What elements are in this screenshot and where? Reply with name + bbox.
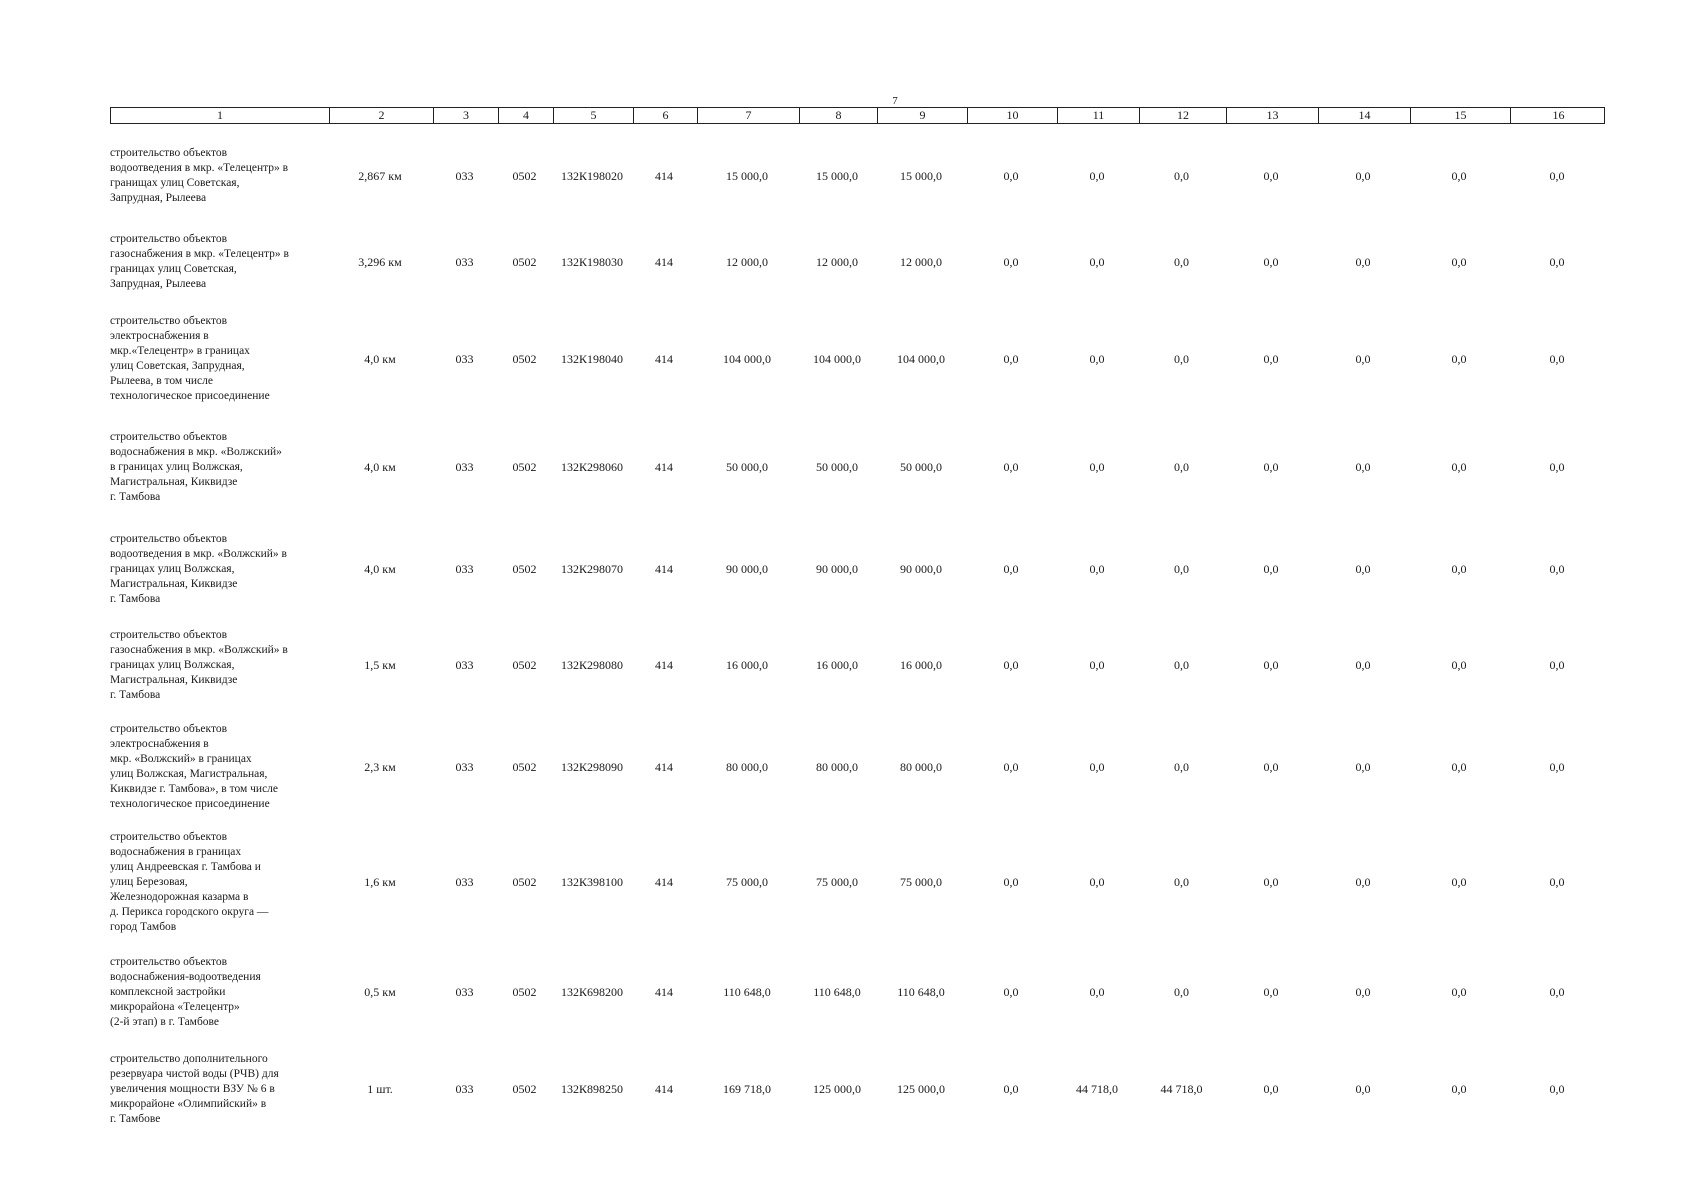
row-cell-col-8: 15 000,0 xyxy=(816,168,858,183)
header-col-12: 12 xyxy=(1139,108,1226,123)
row-cell-col-13: 0,0 xyxy=(1263,168,1279,183)
row-cell-col-11: 0,0 xyxy=(1089,759,1105,774)
row-cell-col-4: 0502 xyxy=(512,657,537,672)
row-cell-col-7: 75 000,0 xyxy=(726,874,768,889)
row-cell-col-2: 4,0 км xyxy=(364,351,396,366)
row-cell-col-9: 15 000,0 xyxy=(900,168,942,183)
row-description: строительство объектов водоснабжения в границах улиц Андреевская г. Тамбова и улиц Березовая, Железнодорожная казарма в д. Перикса городского округа — город Тамбов xyxy=(110,830,269,933)
row-cell-col-8: 110 648,0 xyxy=(813,984,861,999)
header-col-10: 10 xyxy=(967,108,1057,123)
row-cell-col-16: 0,0 xyxy=(1549,168,1565,183)
row-cell-col-13: 0,0 xyxy=(1263,984,1279,999)
row-cell-col-9: 104 000,0 xyxy=(897,351,945,366)
row-cell-col-15: 0,0 xyxy=(1451,657,1467,672)
row-cell-col-6: 414 xyxy=(655,459,673,474)
row-description: строительство объектов электроснабжения в мкр. «Волжский» в границах улиц Волжская, Магистральная, Киквидзе г. Тамбова», в том числе технологическое присоединение xyxy=(110,723,279,810)
row-cell-col-6: 414 xyxy=(655,254,673,269)
row-description: строительство дополнительного резервуара чистой воды (РЧВ) для увеличения мощности ВЗУ № 6 в микрорайоне «Олимпийский» в г. Тамбове xyxy=(110,1052,279,1125)
header-col-4: 4 xyxy=(498,108,553,123)
row-cell-col-6: 414 xyxy=(655,657,673,672)
row-cell-col-13: 0,0 xyxy=(1263,254,1279,269)
row-cell-col-3: 033 xyxy=(455,1081,474,1096)
row-cell-col-14: 0,0 xyxy=(1355,351,1371,366)
table-row xyxy=(110,713,1605,821)
row-cell-col-5: 132К198030 xyxy=(560,254,623,269)
row-description: строительство объектов водоснабжения в мкр. «Волжский» в границах улиц Волжская, Магистральная, Киквидзе г. Тамбова xyxy=(110,430,282,503)
row-cell-col-11: 0,0 xyxy=(1089,874,1105,889)
header-col-9: 9 xyxy=(877,108,967,123)
row-cell-col-12: 0,0 xyxy=(1174,759,1189,774)
header-col-2: 2 xyxy=(329,108,433,123)
header-col-13: 13 xyxy=(1226,108,1318,123)
row-cell-col-11: 0,0 xyxy=(1089,168,1105,183)
row-cell-col-13: 0,0 xyxy=(1263,351,1279,366)
row-cell-col-3: 033 xyxy=(455,459,474,474)
header-col-8: 8 xyxy=(799,108,877,123)
row-cell-col-3: 033 xyxy=(455,657,474,672)
row-cell-col-15: 0,0 xyxy=(1451,759,1467,774)
row-cell-col-7: 169 718,0 xyxy=(723,1081,771,1096)
row-cell-col-16: 0,0 xyxy=(1549,1081,1565,1096)
header-col-5: 5 xyxy=(553,108,633,123)
row-cell-col-10: 0,0 xyxy=(1003,168,1019,183)
row-cell-col-5: 132К298090 xyxy=(560,759,623,774)
row-description: строительство объектов электроснабжения в мкр.«Телецентр» в границах улиц Советская, Запрудная, Рылеева, в том числе технологическое присоединение xyxy=(110,315,270,402)
header-col-14: 14 xyxy=(1318,108,1410,123)
row-cell-col-13: 0,0 xyxy=(1263,459,1279,474)
row-cell-col-9: 50 000,0 xyxy=(900,459,942,474)
row-cell-col-15: 0,0 xyxy=(1451,1081,1467,1096)
row-cell-col-10: 0,0 xyxy=(1003,657,1019,672)
row-cell-col-5: 132К198020 xyxy=(560,168,623,183)
row-cell-col-15: 0,0 xyxy=(1451,561,1467,576)
row-cell-col-8: 75 000,0 xyxy=(816,874,858,889)
row-cell-col-4: 0502 xyxy=(512,254,537,269)
row-cell-col-11: 0,0 xyxy=(1089,561,1105,576)
row-cell-col-4: 0502 xyxy=(512,351,537,366)
row-cell-col-14: 0,0 xyxy=(1355,984,1371,999)
header-col-3: 3 xyxy=(433,108,498,123)
row-description: строительство объектов газоснабжения в мкр. «Телецентр» в границах улиц Советская, Запрудная, Рылеева xyxy=(110,233,289,290)
row-cell-col-7: 104 000,0 xyxy=(723,351,771,366)
row-cell-col-5: 132К698200 xyxy=(560,984,623,999)
row-cell-col-13: 0,0 xyxy=(1263,759,1279,774)
row-cell-col-16: 0,0 xyxy=(1549,351,1565,366)
row-cell-col-12: 0,0 xyxy=(1174,351,1189,366)
row-cell-col-8: 16 000,0 xyxy=(816,657,858,672)
row-cell-col-5: 132К898250 xyxy=(560,1081,623,1096)
row-cell-col-9: 125 000,0 xyxy=(897,1081,945,1096)
row-cell-col-15: 0,0 xyxy=(1451,984,1467,999)
row-cell-col-7: 80 000,0 xyxy=(726,759,768,774)
row-cell-col-15: 0,0 xyxy=(1451,874,1467,889)
row-cell-col-7: 16 000,0 xyxy=(726,657,768,672)
row-cell-col-3: 033 xyxy=(455,254,474,269)
row-cell-col-14: 0,0 xyxy=(1355,561,1371,576)
header-col-15: 15 xyxy=(1410,108,1510,123)
row-cell-col-16: 0,0 xyxy=(1549,657,1565,672)
row-cell-col-2: 0,5 км xyxy=(364,984,396,999)
row-cell-col-12: 44 718,0 xyxy=(1160,1081,1203,1096)
row-cell-col-12: 0,0 xyxy=(1174,168,1189,183)
header-col-16: 16 xyxy=(1510,108,1606,123)
page-number: 7 xyxy=(892,95,898,107)
table-row xyxy=(110,943,1605,1041)
row-cell-col-13: 0,0 xyxy=(1263,657,1279,672)
row-cell-col-4: 0502 xyxy=(512,1081,537,1096)
row-cell-col-8: 90 000,0 xyxy=(816,561,858,576)
row-cell-col-5: 132К398100 xyxy=(560,874,623,889)
row-cell-col-3: 033 xyxy=(455,984,474,999)
row-cell-col-12: 0,0 xyxy=(1174,984,1189,999)
row-description: строительство объектов водоотведения в мкр. «Волжский» в границах улиц Волжская, Магистральная, Киквидзе г. Тамбова xyxy=(110,532,287,605)
row-cell-col-9: 90 000,0 xyxy=(900,561,942,576)
row-cell-col-4: 0502 xyxy=(512,168,537,183)
header-col-7: 7 xyxy=(697,108,799,123)
row-cell-col-11: 0,0 xyxy=(1089,254,1105,269)
row-cell-col-10: 0,0 xyxy=(1003,759,1019,774)
row-cell-col-6: 414 xyxy=(655,168,673,183)
row-cell-col-2: 2,3 км xyxy=(364,759,396,774)
row-cell-col-6: 414 xyxy=(655,984,673,999)
row-cell-col-15: 0,0 xyxy=(1451,254,1467,269)
row-cell-col-9: 75 000,0 xyxy=(900,874,942,889)
row-cell-col-9: 16 000,0 xyxy=(900,657,942,672)
row-cell-col-11: 0,0 xyxy=(1089,351,1105,366)
row-cell-col-14: 0,0 xyxy=(1355,759,1371,774)
row-cell-col-13: 0,0 xyxy=(1263,561,1279,576)
row-cell-col-2: 1,6 км xyxy=(364,874,396,889)
row-cell-col-4: 0502 xyxy=(512,561,537,576)
row-cell-col-2: 1 шт. xyxy=(367,1081,393,1096)
row-cell-col-16: 0,0 xyxy=(1549,984,1565,999)
row-cell-col-10: 0,0 xyxy=(1003,351,1019,366)
row-cell-col-12: 0,0 xyxy=(1174,561,1189,576)
row-cell-col-16: 0,0 xyxy=(1549,561,1565,576)
row-cell-col-10: 0,0 xyxy=(1003,561,1019,576)
row-cell-col-10: 0,0 xyxy=(1003,874,1019,889)
row-cell-col-10: 0,0 xyxy=(1003,1081,1019,1096)
header-col-6: 6 xyxy=(633,108,697,123)
row-cell-col-5: 132К298080 xyxy=(560,657,623,672)
row-cell-col-15: 0,0 xyxy=(1451,459,1467,474)
row-cell-col-8: 12 000,0 xyxy=(816,254,858,269)
row-cell-col-8: 104 000,0 xyxy=(813,351,861,366)
row-cell-col-9: 110 648,0 xyxy=(897,984,945,999)
table-row xyxy=(110,219,1605,305)
row-cell-col-14: 0,0 xyxy=(1355,657,1371,672)
row-cell-col-12: 0,0 xyxy=(1174,874,1189,889)
row-description: строительство объектов газоснабжения в мкр. «Волжский» в границах улиц Волжская, Магистральная, Киквидзе г. Тамбова xyxy=(110,628,288,701)
table-body xyxy=(110,133,1605,1137)
row-cell-col-10: 0,0 xyxy=(1003,459,1019,474)
row-cell-col-5: 132К298070 xyxy=(560,561,623,576)
table-row xyxy=(110,413,1605,521)
row-cell-col-2: 2,867 км xyxy=(358,168,402,183)
row-cell-col-16: 0,0 xyxy=(1549,874,1565,889)
row-cell-col-2: 4,0 км xyxy=(364,459,396,474)
header-col-1: 1 xyxy=(217,108,223,122)
row-cell-col-15: 0,0 xyxy=(1451,168,1467,183)
row-cell-col-7: 12 000,0 xyxy=(726,254,768,269)
row-cell-col-9: 12 000,0 xyxy=(900,254,942,269)
row-cell-col-14: 0,0 xyxy=(1355,874,1371,889)
row-cell-col-16: 0,0 xyxy=(1549,254,1565,269)
table-row xyxy=(110,821,1605,943)
row-cell-col-12: 0,0 xyxy=(1174,657,1189,672)
row-description: строительство объектов водоотведения в мкр. «Телецентр» в гранищах улиц Советская, Запрудная, Рылеева xyxy=(110,147,289,204)
row-description: строительство объектов водоснабжения-водоотведения комплексной застройки микрорайона «Телецентр» (2-й этап) в г. Тамбове xyxy=(110,955,261,1028)
row-cell-col-6: 414 xyxy=(655,1081,673,1096)
column-number-header xyxy=(110,107,1605,124)
row-cell-col-8: 50 000,0 xyxy=(816,459,858,474)
row-cell-col-4: 0502 xyxy=(512,759,537,774)
row-cell-col-11: 0,0 xyxy=(1089,657,1105,672)
row-cell-col-16: 0,0 xyxy=(1549,459,1565,474)
row-cell-col-7: 50 000,0 xyxy=(726,459,768,474)
row-cell-col-10: 0,0 xyxy=(1003,984,1019,999)
row-cell-col-8: 80 000,0 xyxy=(816,759,858,774)
row-cell-col-5: 132К298060 xyxy=(560,459,623,474)
table-row xyxy=(110,305,1605,413)
row-cell-col-14: 0,0 xyxy=(1355,459,1371,474)
row-cell-col-3: 033 xyxy=(455,759,474,774)
row-cell-col-7: 15 000,0 xyxy=(726,168,768,183)
row-cell-col-3: 033 xyxy=(455,874,474,889)
header-col-11: 11 xyxy=(1057,108,1139,123)
table-row xyxy=(110,521,1605,617)
row-cell-col-6: 414 xyxy=(655,874,673,889)
row-cell-col-12: 0,0 xyxy=(1174,459,1189,474)
row-cell-col-13: 0,0 xyxy=(1263,874,1279,889)
row-cell-col-7: 110 648,0 xyxy=(723,984,771,999)
row-cell-col-2: 1,5 км xyxy=(364,657,396,672)
row-cell-col-12: 0,0 xyxy=(1174,254,1189,269)
row-cell-col-2: 3,296 км xyxy=(358,254,402,269)
row-cell-col-6: 414 xyxy=(655,351,673,366)
row-cell-col-6: 414 xyxy=(655,759,673,774)
row-cell-col-11: 0,0 xyxy=(1089,984,1105,999)
row-cell-col-8: 125 000,0 xyxy=(813,1081,861,1096)
row-cell-col-7: 90 000,0 xyxy=(726,561,768,576)
table-row xyxy=(110,1041,1605,1137)
row-cell-col-15: 0,0 xyxy=(1451,351,1467,366)
row-cell-col-4: 0502 xyxy=(512,874,537,889)
row-cell-col-4: 0502 xyxy=(512,984,537,999)
row-cell-col-14: 0,0 xyxy=(1355,254,1371,269)
row-cell-col-3: 033 xyxy=(455,168,474,183)
row-cell-col-11: 0,0 xyxy=(1089,459,1105,474)
row-cell-col-13: 0,0 xyxy=(1263,1081,1279,1096)
row-cell-col-6: 414 xyxy=(655,561,673,576)
row-cell-col-3: 033 xyxy=(455,351,474,366)
row-cell-col-10: 0,0 xyxy=(1003,254,1019,269)
row-cell-col-5: 132К198040 xyxy=(560,351,623,366)
row-cell-col-14: 0,0 xyxy=(1355,1081,1371,1096)
row-cell-col-14: 0,0 xyxy=(1355,168,1371,183)
row-cell-col-4: 0502 xyxy=(512,459,537,474)
row-cell-col-3: 033 xyxy=(455,561,474,576)
row-cell-col-9: 80 000,0 xyxy=(900,759,942,774)
row-cell-col-2: 4,0 км xyxy=(364,561,396,576)
table-row xyxy=(110,617,1605,713)
row-cell-col-16: 0,0 xyxy=(1549,759,1565,774)
table-row xyxy=(110,133,1605,219)
row-cell-col-11: 44 718,0 xyxy=(1076,1081,1118,1096)
